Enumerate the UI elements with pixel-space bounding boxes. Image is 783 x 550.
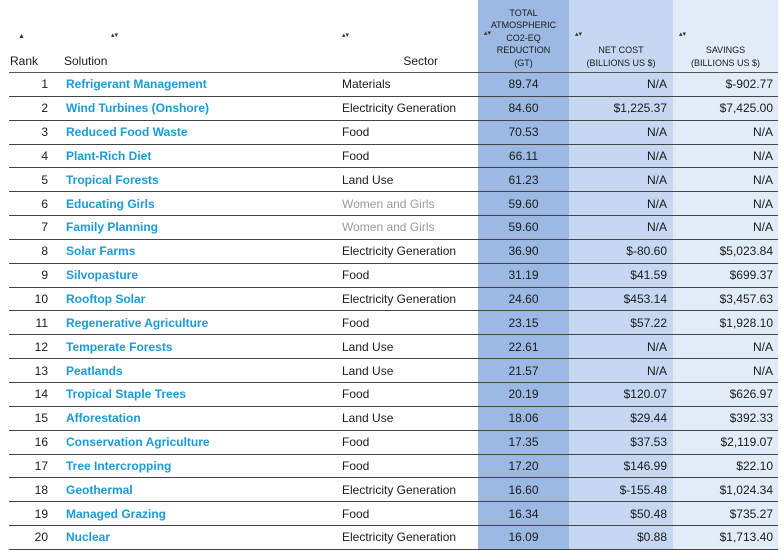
table-body bbox=[9, 73, 778, 550]
sector-cell: Food bbox=[340, 430, 478, 454]
co2-reduction-cell: 36.90 bbox=[478, 239, 569, 263]
solution-link[interactable]: Reduced Food Waste bbox=[66, 125, 188, 140]
solution-link[interactable]: Family Planning bbox=[66, 220, 159, 235]
solution-link[interactable]: Peatlands bbox=[66, 363, 123, 378]
co2-reduction-cell: 59.60 bbox=[478, 192, 569, 216]
co2-reduction-cell: 70.53 bbox=[478, 120, 569, 144]
net-cost-cell: N/A bbox=[569, 73, 673, 97]
table-row bbox=[9, 311, 778, 335]
net-cost-cell: N/A bbox=[569, 335, 673, 359]
rank-cell: 4 bbox=[9, 144, 56, 168]
sector-cell: Electricity Generation bbox=[340, 526, 478, 550]
table-row bbox=[9, 263, 778, 287]
co2-reduction-column-header[interactable] bbox=[478, 0, 569, 73]
table-row bbox=[9, 239, 778, 263]
net-cost-cell: $-155.48 bbox=[569, 478, 673, 502]
solution-cell bbox=[56, 192, 340, 216]
co2-reduction-cell: 16.09 bbox=[478, 526, 569, 550]
solutions-table bbox=[9, 0, 778, 550]
solution-link[interactable]: Tropical Staple Trees bbox=[66, 387, 187, 402]
savings-cell: $735.27 bbox=[673, 502, 778, 526]
solution-link[interactable]: Afforestation bbox=[66, 411, 141, 426]
solution-cell bbox=[56, 478, 340, 502]
savings-cell: $3,457.63 bbox=[673, 287, 778, 311]
header-row bbox=[9, 0, 778, 73]
net-cost-cell: N/A bbox=[569, 216, 673, 240]
net-cost-cell: $37.53 bbox=[569, 430, 673, 454]
savings-cell: $1,928.10 bbox=[673, 311, 778, 335]
sector-cell: Food bbox=[340, 263, 478, 287]
rank-cell: 15 bbox=[9, 406, 56, 430]
solution-link[interactable]: Rooftop Solar bbox=[66, 292, 146, 307]
net-cost-cell: $57.22 bbox=[569, 311, 673, 335]
header-line: (BILLIONS US $) bbox=[586, 57, 656, 68]
savings-cell: $699.37 bbox=[673, 263, 778, 287]
solution-link[interactable]: Wind Turbines (Onshore) bbox=[66, 101, 209, 116]
sector-cell: Land Use bbox=[340, 406, 478, 430]
table-row bbox=[9, 216, 778, 240]
co2-reduction-cell: 59.60 bbox=[478, 216, 569, 240]
solution-header-label: Solution bbox=[64, 54, 108, 68]
savings-cell: N/A bbox=[673, 192, 778, 216]
table-row bbox=[9, 96, 778, 120]
table-row bbox=[9, 73, 778, 97]
net-cost-cell: N/A bbox=[569, 359, 673, 383]
sector-cell: Food bbox=[340, 382, 478, 406]
solution-link[interactable]: Tree Intercropping bbox=[66, 458, 172, 473]
sector-cell: Food bbox=[340, 454, 478, 478]
solution-cell bbox=[56, 287, 340, 311]
rank-cell: 12 bbox=[9, 335, 56, 359]
co2-reduction-header-label bbox=[478, 7, 569, 73]
rank-cell: 3 bbox=[9, 120, 56, 144]
solution-cell bbox=[56, 526, 340, 550]
savings-cell: $626.97 bbox=[673, 382, 778, 406]
header-line: SAVINGS bbox=[705, 45, 746, 55]
co2-reduction-cell: 21.57 bbox=[478, 359, 569, 383]
sector-cell: Food bbox=[340, 120, 478, 144]
rank-cell: 6 bbox=[9, 192, 56, 216]
solution-cell bbox=[56, 216, 340, 240]
solution-cell bbox=[56, 120, 340, 144]
co2-reduction-cell: 24.60 bbox=[478, 287, 569, 311]
solution-link[interactable]: Temperate Forests bbox=[66, 339, 173, 354]
header-line: CO2-EQ bbox=[506, 32, 541, 43]
sector-cell: Electricity Generation bbox=[340, 239, 478, 263]
solution-link[interactable]: Plant-Rich Diet bbox=[66, 148, 152, 163]
sector-cell: Electricity Generation bbox=[340, 478, 478, 502]
savings-cell: $-902.77 bbox=[673, 73, 778, 97]
net-cost-header-label bbox=[569, 44, 673, 72]
sort-toggle-icon[interactable]: ▴▾ bbox=[342, 32, 350, 39]
co2-reduction-cell: 89.74 bbox=[478, 73, 569, 97]
net-cost-cell: N/A bbox=[569, 144, 673, 168]
sector-cell: Electricity Generation bbox=[340, 287, 478, 311]
solution-cell bbox=[56, 239, 340, 263]
sort-toggle-icon[interactable]: ▴▾ bbox=[111, 32, 119, 39]
savings-cell: N/A bbox=[673, 120, 778, 144]
net-cost-cell: $41.59 bbox=[569, 263, 673, 287]
solution-column-header[interactable] bbox=[56, 0, 340, 73]
table-row bbox=[9, 406, 778, 430]
header-line: (BILLIONS US $) bbox=[690, 57, 761, 68]
savings-header-label bbox=[673, 44, 778, 72]
rank-cell: 16 bbox=[9, 430, 56, 454]
solution-cell bbox=[56, 430, 340, 454]
sort-toggle-icon[interactable]: ▴▾ bbox=[679, 31, 687, 38]
header-line: TOTAL bbox=[509, 7, 538, 18]
savings-cell: $7,425.00 bbox=[673, 96, 778, 120]
rank-cell: 10 bbox=[9, 287, 56, 311]
rank-cell: 19 bbox=[9, 502, 56, 526]
net-cost-cell: N/A bbox=[569, 120, 673, 144]
solution-link[interactable]: Educating Girls bbox=[66, 196, 155, 211]
rank-cell: 18 bbox=[9, 478, 56, 502]
net-cost-cell: $120.07 bbox=[569, 382, 673, 406]
net-cost-cell: $1,225.37 bbox=[569, 96, 673, 120]
net-cost-cell: N/A bbox=[569, 192, 673, 216]
co2-reduction-cell: 66.11 bbox=[478, 144, 569, 168]
rank-cell: 8 bbox=[9, 239, 56, 263]
co2-reduction-cell: 84.60 bbox=[478, 96, 569, 120]
solution-cell bbox=[56, 96, 340, 120]
sector-cell: Women and Girls bbox=[340, 192, 478, 216]
sector-cell: Materials bbox=[340, 73, 478, 97]
co2-reduction-cell: 16.60 bbox=[478, 478, 569, 502]
table-row bbox=[9, 168, 778, 192]
net-cost-cell: $453.14 bbox=[569, 287, 673, 311]
rank-cell: 11 bbox=[9, 311, 56, 335]
rank-cell: 14 bbox=[9, 382, 56, 406]
table-row bbox=[9, 382, 778, 406]
sort-toggle-icon[interactable]: ▴▾ bbox=[484, 30, 492, 37]
rank-cell: 5 bbox=[9, 168, 56, 192]
rank-column-header[interactable] bbox=[9, 0, 56, 73]
solution-link[interactable]: Tropical Forests bbox=[66, 172, 159, 187]
co2-reduction-cell: 16.34 bbox=[478, 502, 569, 526]
solution-cell bbox=[56, 335, 340, 359]
rank-cell: 17 bbox=[9, 454, 56, 478]
table-row bbox=[9, 144, 778, 168]
savings-cell: $2,119.07 bbox=[673, 430, 778, 454]
co2-reduction-cell: 31.19 bbox=[478, 263, 569, 287]
table-row bbox=[9, 454, 778, 478]
co2-reduction-cell: 23.15 bbox=[478, 311, 569, 335]
sector-cell: Women and Girls bbox=[340, 216, 478, 240]
solution-cell bbox=[56, 263, 340, 287]
sort-toggle-icon[interactable]: ▴▾ bbox=[575, 31, 583, 38]
sector-cell: Food bbox=[340, 144, 478, 168]
solution-cell bbox=[56, 311, 340, 335]
sector-cell: Electricity Generation bbox=[340, 96, 478, 120]
savings-cell: N/A bbox=[673, 144, 778, 168]
solution-link[interactable]: Nuclear bbox=[66, 530, 111, 545]
table-row bbox=[9, 430, 778, 454]
savings-column-header[interactable] bbox=[673, 0, 778, 73]
sector-cell: Land Use bbox=[340, 359, 478, 383]
rank-cell: 1 bbox=[9, 73, 56, 97]
table-row bbox=[9, 526, 778, 550]
solution-link[interactable]: Solar Farms bbox=[66, 244, 136, 259]
co2-reduction-cell: 18.06 bbox=[478, 406, 569, 430]
solution-link[interactable]: Silvopasture bbox=[66, 268, 139, 283]
sort-ascending-icon[interactable]: ▲ bbox=[18, 33, 25, 40]
solution-cell bbox=[56, 73, 340, 97]
savings-cell: N/A bbox=[673, 168, 778, 192]
co2-reduction-cell: 20.19 bbox=[478, 382, 569, 406]
net-cost-cell: $146.99 bbox=[569, 454, 673, 478]
rank-cell: 9 bbox=[9, 263, 56, 287]
sector-column-header[interactable] bbox=[340, 0, 478, 73]
table-row bbox=[9, 502, 778, 526]
co2-reduction-cell: 61.23 bbox=[478, 168, 569, 192]
sector-cell: Food bbox=[340, 311, 478, 335]
sector-cell: Food bbox=[340, 502, 478, 526]
rank-header-label: Rank bbox=[10, 54, 39, 68]
net-cost-cell: N/A bbox=[569, 168, 673, 192]
table-row bbox=[9, 287, 778, 311]
solution-cell bbox=[56, 168, 340, 192]
net-cost-cell: $-80.60 bbox=[569, 239, 673, 263]
header-line: ATMOSPHERIC bbox=[490, 20, 557, 30]
table-row bbox=[9, 120, 778, 144]
sector-cell: Land Use bbox=[340, 335, 478, 359]
co2-reduction-cell: 17.35 bbox=[478, 430, 569, 454]
solution-cell bbox=[56, 454, 340, 478]
rank-cell: 13 bbox=[9, 359, 56, 383]
rank-cell: 20 bbox=[9, 526, 56, 550]
solution-link[interactable]: Refrigerant Management bbox=[66, 77, 207, 92]
table-row bbox=[9, 478, 778, 502]
solution-cell bbox=[56, 382, 340, 406]
net-cost-cell: $29.44 bbox=[569, 406, 673, 430]
net-cost-cell: $50.48 bbox=[569, 502, 673, 526]
savings-cell: $1,713.40 bbox=[673, 526, 778, 550]
solution-link[interactable]: Regenerative Agriculture bbox=[66, 315, 209, 330]
sector-header-label: Sector bbox=[403, 54, 438, 68]
savings-cell: $1,024.34 bbox=[673, 478, 778, 502]
sector-cell: Land Use bbox=[340, 168, 478, 192]
savings-cell: N/A bbox=[673, 335, 778, 359]
table-row bbox=[9, 359, 778, 383]
solution-link[interactable]: Geothermal bbox=[66, 482, 133, 497]
header-line: NET COST bbox=[598, 45, 644, 55]
solution-link[interactable]: Conservation Agriculture bbox=[66, 435, 210, 450]
solution-cell bbox=[56, 359, 340, 383]
net-cost-column-header[interactable] bbox=[569, 0, 673, 73]
savings-cell: N/A bbox=[673, 216, 778, 240]
savings-cell: $392.33 bbox=[673, 406, 778, 430]
rank-cell: 7 bbox=[9, 216, 56, 240]
header-line: REDUCTION bbox=[496, 45, 551, 55]
savings-cell: N/A bbox=[673, 359, 778, 383]
table-row bbox=[9, 192, 778, 216]
solution-cell bbox=[56, 502, 340, 526]
solution-cell bbox=[56, 406, 340, 430]
savings-cell: $22.10 bbox=[673, 454, 778, 478]
co2-reduction-cell: 22.61 bbox=[478, 335, 569, 359]
co2-reduction-cell: 17.20 bbox=[478, 454, 569, 478]
solution-cell bbox=[56, 144, 340, 168]
rank-cell: 2 bbox=[9, 96, 56, 120]
table-row bbox=[9, 335, 778, 359]
savings-cell: $5,023.84 bbox=[673, 239, 778, 263]
header-line: (GT) bbox=[514, 57, 533, 68]
net-cost-cell: $0.88 bbox=[569, 526, 673, 550]
solution-link[interactable]: Managed Grazing bbox=[66, 506, 167, 521]
